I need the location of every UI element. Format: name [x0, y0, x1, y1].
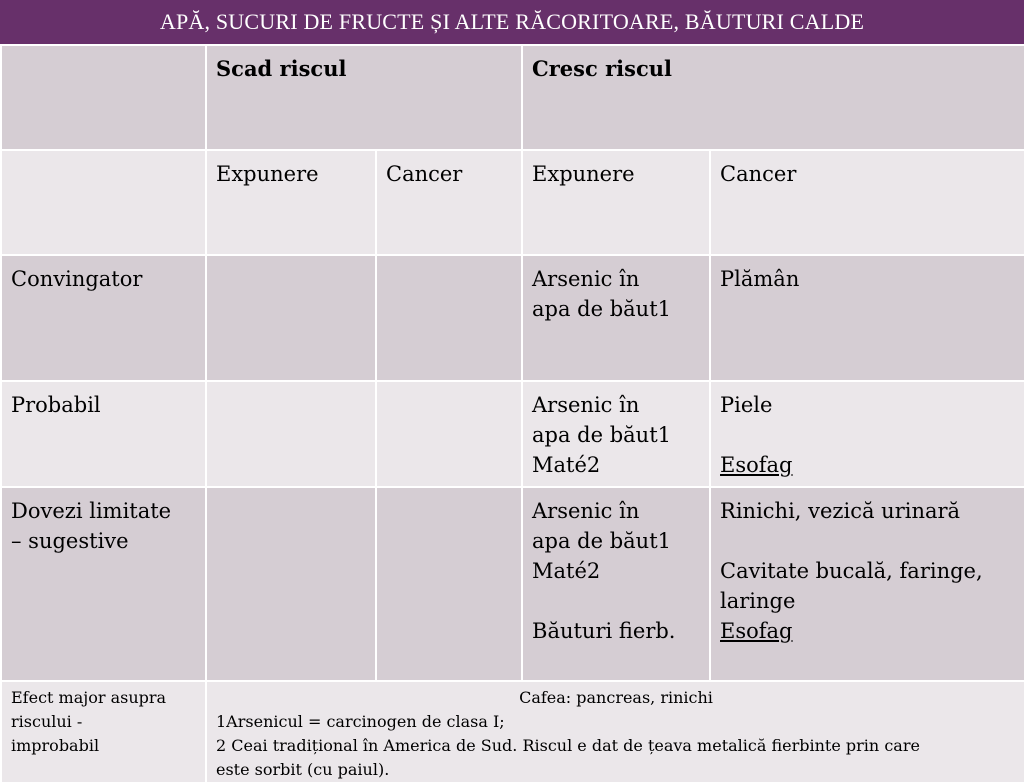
- limited-decrease-exposure: [206, 487, 376, 681]
- slide-title: APĂ, SUCURI DE FRUCTE ȘI ALTE RĂCORITOARE, BĂUTURI CALDE: [0, 0, 1024, 44]
- header-decrease-risk: Scad riscul: [206, 45, 522, 150]
- probable-decrease-cancer: [376, 381, 522, 487]
- table-row: [1, 45, 1025, 150]
- risk-table: [0, 44, 1026, 784]
- cell-line: Piele: [720, 393, 773, 417]
- line-gap: [720, 526, 1016, 556]
- subheader-decrease-exposure: Expunere: [206, 150, 376, 255]
- cell-line: Băuturi fierb.: [532, 619, 676, 643]
- convincing-increase-exposure: [522, 255, 710, 381]
- table-row: [1, 681, 1025, 783]
- cell-line: Rinichi, vezică urinară: [720, 499, 961, 523]
- footnote-1: 1Arsenicul = carcinogen de clasa I;: [216, 712, 505, 731]
- convincing-decrease-exposure: [206, 255, 376, 381]
- subheader-decrease-cancer: Cancer: [376, 150, 522, 255]
- limited-increase-cancer: [710, 487, 1025, 681]
- convincing-decrease-cancer: [376, 255, 522, 381]
- cell-line: improbabil: [11, 736, 100, 755]
- cell-line: Efect major asupra: [11, 688, 167, 707]
- cell-line-underlined: Esofag: [720, 619, 793, 643]
- header-empty-cell: [1, 45, 206, 150]
- limited-increase-exposure: [522, 487, 710, 681]
- cell-line: riscului -: [11, 712, 83, 731]
- table-row: [1, 255, 1025, 381]
- coffee-note: Cafea: pancreas, rinichi: [519, 688, 713, 707]
- probable-decrease-exposure: [206, 381, 376, 487]
- footnote-2: 2 Ceai tradițional în America de Sud. Riscul e dat de țeava metalică fierbinte prin care: [216, 736, 920, 755]
- table-row: [1, 381, 1025, 487]
- unlikely-notes-cell: [206, 681, 1025, 783]
- cell-line: apa de băut1: [532, 423, 672, 447]
- row-label-convincing: Convingator: [1, 255, 206, 381]
- table-row: [1, 150, 1025, 255]
- subheader-increase-cancer: Cancer: [710, 150, 1025, 255]
- footnote-2-continued: este sorbit (cu paiul).: [216, 760, 390, 779]
- cell-line: – sugestive: [11, 529, 129, 553]
- cell-line: Cavitate bucală, faringe,: [720, 559, 983, 583]
- convincing-increase-cancer: [710, 255, 1025, 381]
- cell-line: Arsenic în: [532, 267, 640, 291]
- cell-line: Arsenic în: [532, 499, 640, 523]
- line-gap: [720, 420, 1016, 450]
- row-label-limited: [1, 487, 206, 681]
- limited-decrease-cancer: [376, 487, 522, 681]
- header-increase-risk: Cresc riscul: [522, 45, 1025, 150]
- line-gap: [532, 586, 701, 616]
- table-row: [1, 487, 1025, 681]
- cell-line: apa de băut1: [532, 529, 672, 553]
- probable-increase-exposure: [522, 381, 710, 487]
- row-label-unlikely: [1, 681, 206, 783]
- cell-line: Maté2: [532, 559, 601, 583]
- cell-line: Arsenic în: [532, 393, 640, 417]
- cell-line: apa de băut1: [532, 297, 672, 321]
- row-label-probable: Probabil: [1, 381, 206, 487]
- probable-increase-cancer: [710, 381, 1025, 487]
- cell-line: laringe: [720, 589, 796, 613]
- subheader-increase-exposure: Expunere: [522, 150, 710, 255]
- cell-line: Plămân: [720, 267, 800, 291]
- cell-line-underlined: Esofag: [720, 453, 793, 477]
- cell-line: Dovezi limitate: [11, 499, 172, 523]
- cell-line: Maté2: [532, 453, 601, 477]
- subheader-empty-cell: [1, 150, 206, 255]
